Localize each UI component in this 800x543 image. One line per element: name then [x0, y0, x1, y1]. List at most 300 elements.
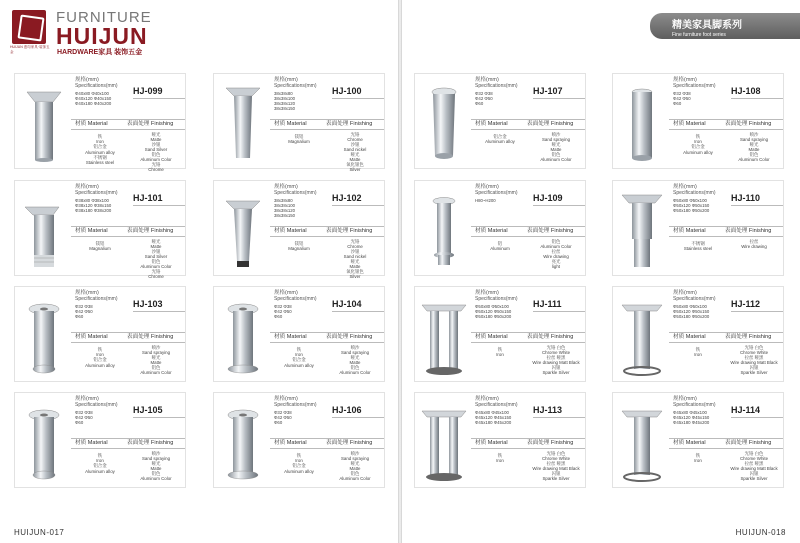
finishing-value: 沙银 — [151, 142, 161, 147]
finishing-value: Sand nickel — [343, 147, 367, 152]
finishing-value: Matte — [150, 137, 162, 142]
spec-heading-zh: 规格(mm) — [673, 184, 697, 190]
product-card — [14, 73, 186, 172]
spec-heading-en: Specifications(mm) — [475, 190, 518, 196]
product-card — [612, 180, 784, 276]
finishing-value: 哑光 — [151, 461, 161, 466]
finishing-value: Silver — [349, 274, 361, 279]
code-divider — [533, 417, 585, 418]
finishing-value: Sand spraying — [340, 350, 370, 355]
finishing-value: 铝色 — [551, 152, 561, 157]
spec-heading — [274, 396, 317, 408]
finishing-value: Sparkle Silver — [740, 370, 768, 375]
finishing-value: Sand spraying — [141, 456, 171, 461]
spec-heading-zh: 规格(mm) — [75, 184, 99, 190]
material-list — [274, 134, 324, 144]
finishing-value: Chrome White — [739, 456, 769, 461]
spec-value: Φ50x180 Φ50x200 — [475, 314, 512, 319]
material-label: 材质 Material — [475, 228, 508, 234]
finishing-list — [527, 451, 585, 481]
product-card — [14, 180, 186, 279]
spec-heading-zh: 规格(mm) — [475, 184, 499, 190]
material-finishing-header — [471, 438, 585, 449]
product-code: HJ-102 — [332, 193, 362, 203]
finishing-value: Sparkle Silver — [542, 476, 570, 481]
spec-heading-en: Specifications(mm) — [673, 402, 716, 408]
material-value: Magnalium — [288, 139, 310, 145]
series-title-zh: 精美家具脚系列 — [672, 20, 742, 31]
material-value: 不锈钢 — [691, 241, 705, 246]
spec-value: Φ38x180 Φ38x200 — [75, 208, 112, 213]
material-list — [475, 134, 525, 144]
finishing-value: 铝色 — [749, 152, 759, 157]
material-list — [274, 347, 324, 368]
finishing-value: Matte — [349, 466, 361, 471]
spec-heading — [75, 77, 118, 89]
finishing-value: Chrome — [347, 244, 363, 249]
material-value: 铁 — [97, 453, 103, 458]
material-value: Magnalium — [89, 246, 111, 252]
finishing-value: 哑光 — [749, 142, 759, 147]
spec-heading-en: Specifications(mm) — [274, 296, 317, 302]
material-value: Aluminum alloy — [85, 362, 115, 368]
code-divider — [332, 205, 384, 206]
material-value: Iron — [694, 352, 702, 358]
finishing-value: Sand spraying — [340, 456, 370, 461]
product-code: HJ-107 — [533, 86, 563, 96]
product-code: HJ-109 — [533, 193, 563, 203]
material-value: 铝合金 — [493, 134, 507, 139]
material-list — [75, 453, 125, 474]
spec-value: Φ50x80 Φ50x100 — [673, 198, 707, 203]
finishing-list — [326, 239, 384, 279]
finishing-label: 表面处理 Finishing — [127, 228, 174, 234]
spec-value: 38x38x150 — [274, 213, 296, 218]
material-finishing-header — [471, 119, 585, 130]
finishing-value: Aluminum Color — [339, 370, 371, 375]
finishing-value: 哑光 — [151, 355, 161, 360]
spec-list — [75, 198, 131, 213]
spec-value: Φ42 Φ50 — [475, 96, 493, 101]
spec-heading — [274, 290, 317, 302]
spec-heading-zh: 规格(mm) — [475, 396, 499, 402]
spec-heading-zh: 规格(mm) — [274, 77, 298, 83]
finishing-value: 喷沙 — [350, 451, 360, 456]
material-list — [475, 347, 525, 357]
material-label: 材质 Material — [673, 228, 706, 234]
code-divider — [133, 417, 185, 418]
spec-heading-zh: 规格(mm) — [673, 290, 697, 296]
finishing-value: light — [551, 264, 561, 269]
material-label: 材质 Material — [475, 334, 508, 340]
finishing-value: 氧化银色 — [346, 162, 364, 167]
spec-value: Φ42 Φ50 — [75, 309, 93, 314]
finishing-value: 铝色 — [151, 152, 161, 157]
spec-value: Φ32 Φ38 — [475, 91, 493, 96]
material-value: 铝合金 — [292, 463, 306, 469]
finishing-value: 喷沙 — [551, 132, 561, 137]
material-finishing-header — [471, 226, 585, 237]
code-divider — [133, 311, 185, 312]
code-divider — [332, 417, 384, 418]
material-value: Iron — [496, 352, 504, 358]
furniture-leg-image — [19, 185, 69, 273]
material-value: Aluminum alloy — [284, 362, 314, 368]
finishing-list — [725, 451, 783, 481]
material-label: 材质 Material — [673, 440, 706, 446]
spec-heading — [673, 77, 716, 89]
product-card — [612, 286, 784, 382]
spec-heading-en: Specifications(mm) — [475, 296, 518, 302]
spec-heading-zh: 规格(mm) — [75, 77, 99, 83]
material-value: 铝合金 — [292, 357, 306, 363]
finishing-value: 哑光 — [350, 152, 360, 157]
brand-hardware-label: HARDWARE家具 装饰五金 — [57, 49, 143, 56]
spec-heading-zh: 规格(mm) — [274, 184, 298, 190]
spec-list — [673, 91, 729, 106]
finishing-value: Sand spraying — [739, 137, 769, 142]
product-card — [414, 392, 586, 488]
finishing-value: 光铬 白色 — [546, 345, 566, 350]
finishing-value: 哑光 — [350, 355, 360, 360]
product-code: HJ-103 — [133, 299, 163, 309]
material-list — [75, 134, 125, 165]
finishing-label: 表面处理 Finishing — [326, 334, 373, 340]
furniture-leg-image — [218, 291, 268, 379]
code-divider — [332, 311, 384, 312]
finishing-value: 哑光 — [350, 461, 360, 466]
finishing-value: Sand spraying — [141, 350, 171, 355]
finishing-value: 闪银 — [749, 365, 759, 370]
finishing-value: 哑光 — [350, 259, 360, 264]
product-code: HJ-104 — [332, 299, 362, 309]
spec-heading — [475, 184, 518, 196]
spec-value: Φ50x120 Φ50x150 — [673, 203, 710, 208]
material-value: Iron — [96, 458, 104, 464]
spec-value: Φ50x80 Φ50x100 — [673, 304, 707, 309]
spec-list — [475, 410, 531, 425]
page-number-right: HUIJUN-018 — [735, 528, 786, 537]
spec-list — [274, 198, 330, 218]
spec-value: Φ50x120 Φ50x150 — [475, 309, 512, 314]
finishing-value: 拉丝 哑黑 — [744, 461, 764, 466]
finishing-value: 铝色 — [151, 259, 161, 264]
finishing-label: 表面处理 Finishing — [127, 440, 174, 446]
finishing-list — [326, 132, 384, 172]
finishing-list — [127, 345, 185, 375]
material-label: 材质 Material — [673, 334, 706, 340]
spec-value: 38x38x120 — [274, 208, 296, 213]
product-card — [213, 286, 385, 382]
product-code: HJ-108 — [731, 86, 761, 96]
product-card — [414, 73, 586, 169]
finishing-label: 表面处理 Finishing — [326, 121, 373, 127]
finishing-value: 沙银 — [350, 249, 360, 254]
furniture-leg-image — [19, 397, 69, 485]
finishing-value: 光铬 白色 — [546, 451, 566, 456]
product-code: HJ-111 — [533, 299, 562, 309]
finishing-value: 拉丝 — [749, 239, 759, 244]
furniture-leg-image — [617, 78, 667, 166]
finishing-value: Aluminum Color — [540, 157, 572, 162]
material-list — [75, 347, 125, 368]
finishing-value: 闪银 — [749, 471, 759, 476]
material-label: 材质 Material — [274, 334, 307, 340]
code-divider — [533, 311, 585, 312]
furniture-leg-image — [19, 78, 69, 166]
material-label: 材质 Material — [274, 121, 307, 127]
finishing-value: Aluminum Color — [140, 264, 172, 269]
spec-heading-en: Specifications(mm) — [274, 402, 317, 408]
material-list — [673, 453, 723, 463]
spec-heading-zh: 规格(mm) — [475, 290, 499, 296]
spec-value: Φ42 Φ50 — [75, 415, 93, 420]
material-label: 材质 Material — [75, 228, 108, 234]
material-value: Iron — [96, 352, 104, 358]
spec-heading-en: Specifications(mm) — [673, 190, 716, 196]
product-card — [414, 180, 586, 276]
finishing-value: Aluminum Color — [140, 370, 172, 375]
product-card — [14, 286, 186, 382]
finishing-label: 表面处理 Finishing — [326, 228, 373, 234]
material-label: 材质 Material — [75, 440, 108, 446]
finishing-value: 拉丝 哑黑 — [546, 461, 566, 466]
material-finishing-header — [270, 119, 384, 130]
code-divider — [731, 205, 783, 206]
series-title-en: Fine furniture foot series — [672, 32, 726, 38]
spec-list — [475, 91, 531, 106]
spec-heading — [673, 184, 716, 196]
finishing-value: Wire drawing — [543, 254, 569, 259]
material-list — [475, 241, 525, 251]
spec-value: Φ45x180 Φ45x200 — [673, 420, 710, 425]
spec-value: Φ60 — [274, 314, 283, 319]
finishing-value: Sparkle Silver — [542, 370, 570, 375]
finishing-value: Sand Silver — [144, 147, 168, 152]
material-value: Iron — [96, 139, 104, 145]
product-card — [612, 392, 784, 488]
material-value: 铁 — [695, 453, 701, 458]
material-finishing-header — [71, 119, 185, 130]
code-divider — [133, 205, 185, 206]
material-finishing-header — [669, 226, 783, 237]
material-value: Aluminum alloy — [683, 149, 713, 155]
material-label: 材质 Material — [274, 440, 307, 446]
spec-value: 38x38x150 — [274, 106, 296, 111]
product-card — [414, 286, 586, 382]
logo-subtext: HUIJUN 惠均家具·装饰五金 — [10, 45, 50, 54]
material-list — [274, 241, 324, 251]
finishing-value: Sand Silver — [144, 254, 168, 259]
spec-value: Φ32 Φ38 — [673, 91, 691, 96]
spec-value: Φ38x120 Φ38x150 — [75, 203, 112, 208]
finishing-label: 表面处理 Finishing — [127, 334, 174, 340]
material-value: 铁 — [695, 134, 701, 139]
finishing-value: Chrome — [347, 137, 363, 142]
material-value: 镁铝 — [95, 241, 105, 246]
finishing-value: Matte — [349, 157, 361, 162]
finishing-value: 喷沙 — [151, 451, 161, 456]
product-code: HJ-101 — [133, 193, 163, 203]
material-label: 材质 Material — [673, 121, 706, 127]
finishing-list — [127, 239, 185, 279]
finishing-value: 拉丝 哑黑 — [744, 355, 764, 360]
finishing-value: Matte — [550, 147, 562, 152]
spec-heading-en: Specifications(mm) — [673, 83, 716, 89]
finishing-value: Chrome White — [541, 456, 571, 461]
spec-value: Φ50x180 Φ50x200 — [673, 208, 710, 213]
material-value: 铁 — [97, 134, 103, 139]
product-card — [14, 392, 186, 488]
product-card — [213, 392, 385, 488]
product-code: HJ-114 — [731, 405, 761, 415]
finishing-list — [527, 239, 585, 269]
spec-value: Φ42 Φ50 — [274, 415, 292, 420]
finishing-value: 光铬 白色 — [744, 345, 764, 350]
material-value: 铁 — [296, 347, 302, 352]
product-card — [612, 73, 784, 169]
material-list — [673, 347, 723, 357]
finishing-value: Wire drawing Matt Black — [730, 466, 778, 471]
material-list — [673, 241, 723, 251]
finishing-value: 闪银 — [551, 365, 561, 370]
material-value: 镁铝 — [294, 241, 304, 246]
finishing-value: Matte — [349, 264, 361, 269]
finishing-value: 哑光 — [151, 239, 161, 244]
material-value: 铁 — [296, 453, 302, 458]
furniture-leg-image — [218, 397, 268, 485]
finishing-value: 喷沙 — [350, 345, 360, 350]
spec-value: Φ50x120 Φ50x150 — [673, 309, 710, 314]
finishing-value: Wire drawing Matt Black — [532, 360, 580, 365]
spec-value: Φ38x80 Φ38x100 — [75, 198, 109, 203]
finishing-value: 哑光 — [551, 142, 561, 147]
material-value: 铁 — [97, 347, 103, 352]
spec-value: 38x38x120 — [274, 101, 296, 106]
spec-value: H80~H200 — [475, 198, 496, 203]
finishing-value: Chrome — [148, 167, 164, 172]
finishing-value: 光铬 — [151, 162, 161, 167]
product-code: HJ-105 — [133, 405, 163, 415]
spec-value: Φ50x80 Φ50x100 — [475, 304, 509, 309]
material-label: 材质 Material — [75, 334, 108, 340]
brand-logo — [12, 10, 46, 44]
spec-heading-zh: 规格(mm) — [274, 290, 298, 296]
code-divider — [332, 98, 384, 99]
spec-heading-en: Specifications(mm) — [673, 296, 716, 302]
furniture-leg-image — [419, 78, 469, 166]
material-value: Iron — [295, 458, 303, 464]
material-label: 材质 Material — [475, 121, 508, 127]
material-value: Iron — [694, 139, 702, 145]
material-value: Aluminum — [490, 246, 510, 252]
finishing-value: 铝色 — [151, 365, 161, 370]
code-divider — [731, 417, 783, 418]
finishing-value: 光铬 — [350, 132, 360, 137]
spec-list — [673, 304, 729, 319]
spec-value: Φ32 Φ38 — [75, 304, 93, 309]
material-value: Aluminum alloy — [85, 468, 115, 474]
spec-heading-en: Specifications(mm) — [274, 190, 317, 196]
spec-heading — [475, 396, 518, 408]
page-number-left: HUIJUN-017 — [14, 528, 65, 537]
spec-list — [673, 410, 729, 425]
spec-heading-en: Specifications(mm) — [75, 402, 118, 408]
finishing-value: Sparkle Silver — [740, 476, 768, 481]
finishing-value: 亮光 — [551, 259, 561, 264]
spec-value: Φ42 Φ50 — [274, 309, 292, 314]
finishing-label: 表面处理 Finishing — [127, 121, 174, 127]
spec-value: Φ45x80 Φ45x100 — [673, 410, 707, 415]
finishing-label: 表面处理 Finishing — [326, 440, 373, 446]
spec-heading-en: Specifications(mm) — [274, 83, 317, 89]
finishing-list — [725, 239, 783, 249]
spec-heading — [475, 290, 518, 302]
spec-value: Φ50x180 Φ50x200 — [673, 314, 710, 319]
code-divider — [731, 98, 783, 99]
spec-value: 38x38x80 — [274, 198, 293, 203]
material-finishing-header — [669, 332, 783, 343]
finishing-label: 表面处理 Finishing — [725, 334, 772, 340]
finishing-value: Chrome White — [739, 350, 769, 355]
finishing-label: 表面处理 Finishing — [527, 440, 574, 446]
furniture-leg-image — [19, 291, 69, 379]
finishing-value: Wire drawing Matt Black — [730, 360, 778, 365]
series-banner — [650, 13, 800, 39]
spec-value: 38x38x100 — [274, 96, 296, 101]
finishing-value: 光铬 — [151, 269, 161, 274]
finishing-value: 喷沙 — [749, 132, 759, 137]
finishing-value: Matte — [150, 360, 162, 365]
material-finishing-header — [270, 332, 384, 343]
finishing-label: 表面处理 Finishing — [725, 121, 772, 127]
spec-heading-zh: 规格(mm) — [673, 77, 697, 83]
code-divider — [533, 205, 585, 206]
spec-value: Φ32 Φ38 — [274, 304, 292, 309]
material-value: Aluminum alloy — [85, 149, 115, 155]
material-finishing-header — [669, 119, 783, 130]
spec-heading-en: Specifications(mm) — [475, 402, 518, 408]
material-list — [75, 241, 125, 251]
finishing-value: Sand spraying — [541, 137, 571, 142]
material-label: 材质 Material — [75, 121, 108, 127]
material-label: 材质 Material — [274, 228, 307, 234]
material-value: Stainless steel — [683, 246, 713, 252]
finishing-value: Aluminum Color — [339, 476, 371, 481]
spec-value: Φ45x180 Φ45x200 — [475, 420, 512, 425]
finishing-list — [326, 451, 384, 481]
material-value: Magnalium — [288, 246, 310, 252]
spec-heading — [673, 290, 716, 302]
product-card — [213, 180, 385, 279]
spec-heading-zh: 规格(mm) — [475, 77, 499, 83]
product-code: HJ-099 — [133, 86, 163, 96]
code-divider — [731, 311, 783, 312]
spec-value: Φ40x80 Φ40x100 — [75, 91, 109, 96]
finishing-value: 喷沙 — [151, 345, 161, 350]
material-list — [475, 453, 525, 463]
finishing-value: Chrome White — [541, 350, 571, 355]
product-card — [213, 73, 385, 172]
spec-value: Φ45x80 Φ45x100 — [475, 410, 509, 415]
material-finishing-header — [71, 332, 185, 343]
finishing-list — [527, 345, 585, 375]
brand-name: HUIJUN — [56, 23, 148, 49]
spec-value: Φ32 Φ38 — [274, 410, 292, 415]
spec-value: 38x38x100 — [274, 203, 296, 208]
material-value: Iron — [694, 458, 702, 464]
finishing-value: 拉丝 — [551, 249, 561, 254]
